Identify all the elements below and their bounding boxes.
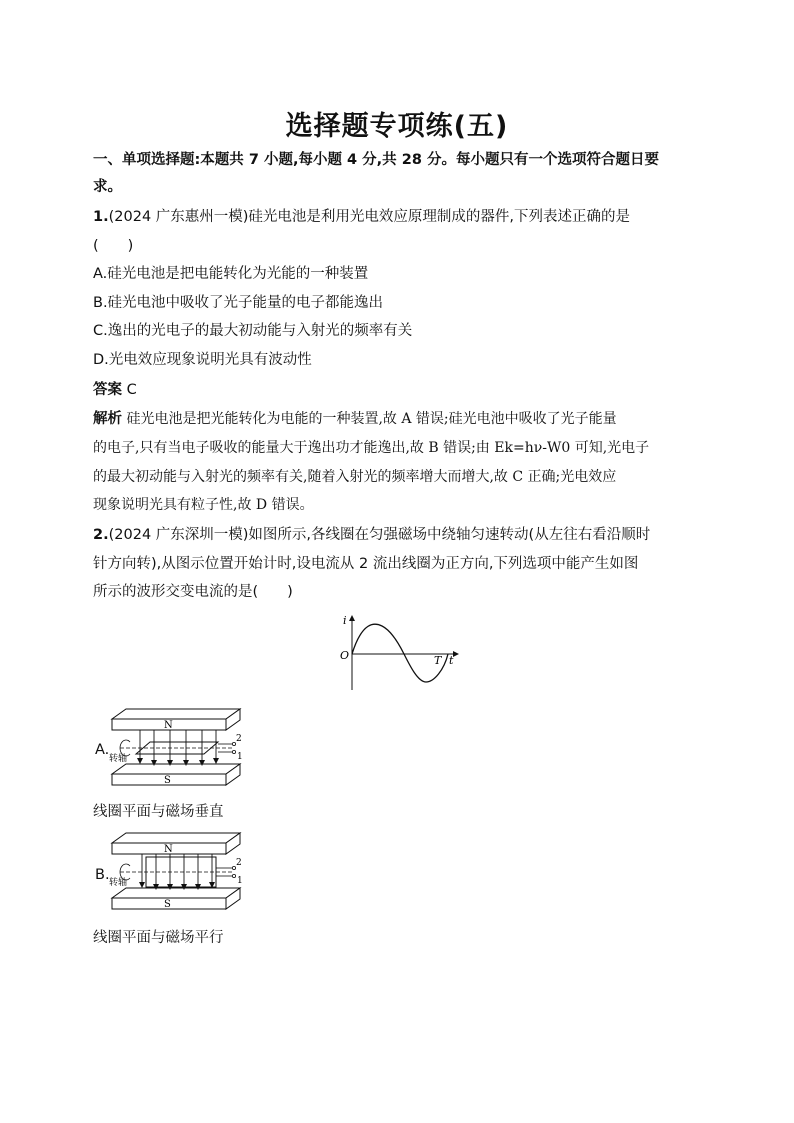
question-1-analysis-line1: 解析 硅光电池是把光能转化为电能的一种装置,故 A 错误;硅光电池中吸收了光子能量 [93,411,617,427]
option-a-north-label: N [164,720,173,731]
current-waveform-graph [336,612,464,694]
section-heading-line2: 求。 [93,179,122,195]
page-title: 选择题专项练(五) [285,111,509,142]
question-1-answer: 答案 C [93,382,137,398]
question-2-stem-line2: 针方向转),从图示位置开始计时,设电流从 2 流出线圈为正方向,下列选项中能产生如图 [93,556,639,572]
question-1-option-a: A.硅光电池是把电能转化为光能的一种装置 [93,266,369,282]
option-b-axis-label: 转轴 [109,878,128,888]
option-b-terminal-2: 2 [236,858,242,868]
y-axis-label: i [343,614,347,627]
option-b-terminal-1: 1 [237,876,243,886]
period-label: T [434,654,442,667]
question-2-option-a-letter: A. [95,742,110,758]
option-a-diagram [106,706,246,796]
question-2-stem-line3: 所示的波形交变电流的是( ) [93,584,293,600]
question-2-option-a-caption: 线圈平面与磁场垂直 [93,804,224,820]
x-axis-label: t [449,654,454,667]
question-1-option-c: C.逸出的光电子的最大初动能与入射光的频率有关 [93,323,413,339]
question-1-analysis-line2: 的电子,只有当电子吸收的能量大于逸出功才能逸出,故 B 错误;由 Ek=hν-W0 可知,光电子 [93,440,650,456]
question-2-stem-line1: 2.(2024 广东深圳一模)如图所示,各线圈在匀强磁场中绕轴匀速转动(从左往右看沿顺时 [93,527,651,543]
question-1-analysis-line3: 的最大初动能与入射光的频率有关,随着入射光的频率增大而增大,故 C 正确;光电效应 [93,469,617,485]
option-b-diagram [106,830,246,920]
question-1-number: 1. [93,209,109,225]
question-1-option-b: B.硅光电池中吸收了光子能量的电子都能逸出 [93,295,384,311]
option-a-axis-label: 转轴 [109,754,128,764]
question-2-option-b-caption: 线圈平面与磁场平行 [93,930,224,946]
option-b-south-label: S [164,899,171,910]
origin-label: O [340,649,350,662]
option-b-north-label: N [164,844,173,855]
section-heading-line1: 一、单项选择题:本题共 7 小题,每小题 4 分,共 28 分。每小题只有一个选项符合题日要 [93,152,659,168]
option-a-south-label: S [164,775,171,786]
question-2-number: 2. [93,527,109,543]
question-1-stem-line2: ( ) [93,238,134,254]
question-1-stem-line1: 1.(2024 广东惠州一模)硅光电池是利用光电效应原理制成的器件,下列表述正确的是 [93,209,631,225]
question-1-option-d: D.光电效应现象说明光具有波动性 [93,352,312,368]
option-a-terminal-2: 2 [236,734,242,744]
question-2-option-b-letter: B. [95,867,110,883]
question-1-analysis-line4: 现象说明光具有粒子性,故 D 错误。 [93,497,314,513]
option-a-terminal-1: 1 [237,752,243,762]
